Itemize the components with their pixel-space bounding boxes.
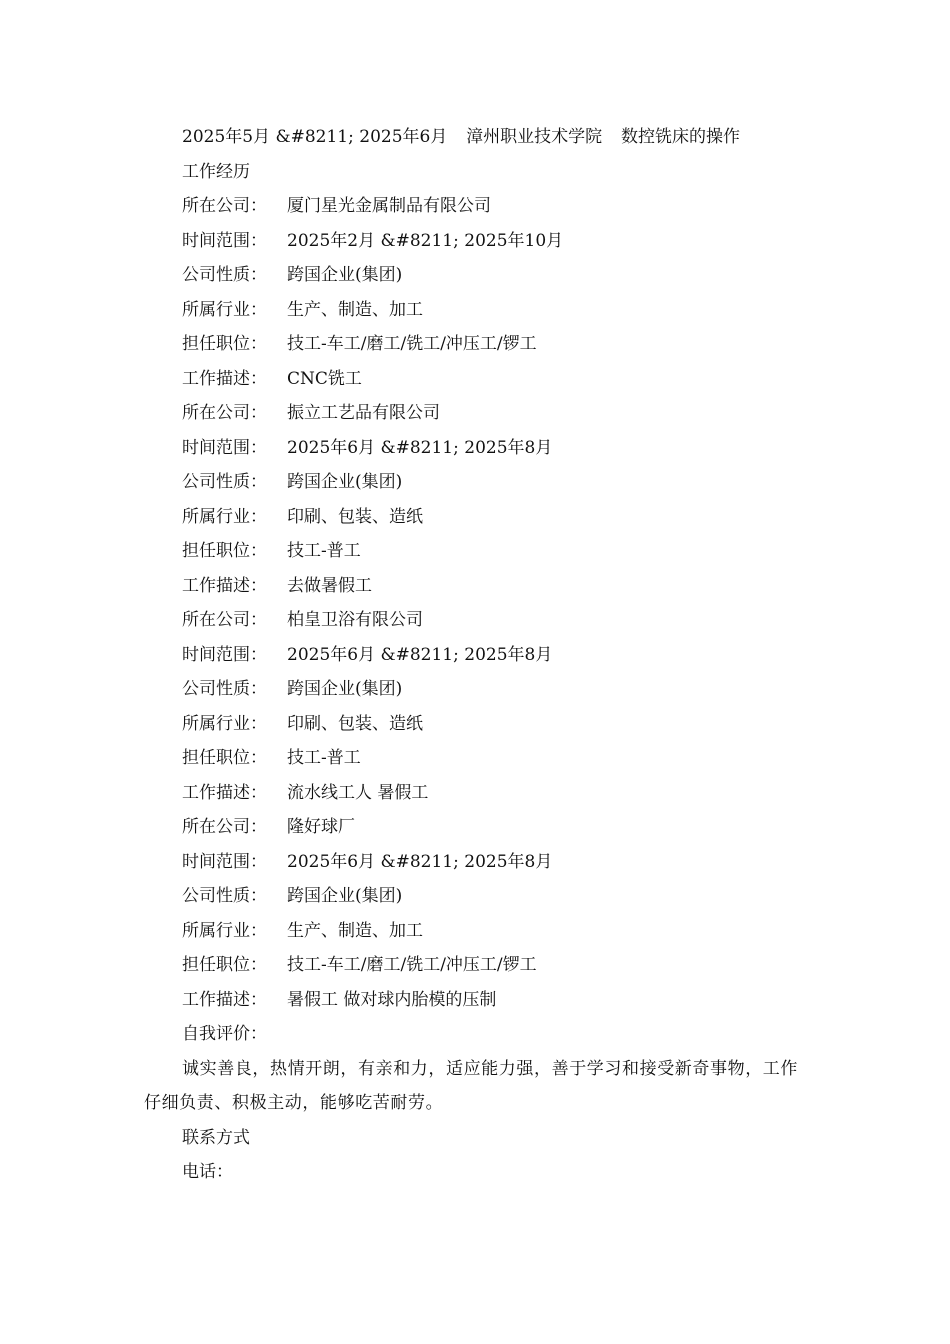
job-position-row [144,327,814,362]
job-position-row [144,948,814,983]
job-nature-value: 跨国企业(集团) [287,886,403,906]
job-description-label: 工作描述： [182,368,267,389]
job-description-row [144,569,814,604]
job-nature-label: 公司性质： [182,265,267,285]
job-nature-value: 跨国企业(集团) [287,679,403,699]
job-company-value: 隆好球厂 [287,817,355,837]
job-company-row [144,396,814,431]
job-company-label: 所在公司： [182,610,267,630]
work-history-heading: 工作经历 [182,161,250,182]
job-industry-label: 所属行业： [182,299,267,320]
job-nature-value: 跨国企业(集团) [287,265,403,285]
job-company-value: 厦门星光金属制品有限公司 [287,196,491,216]
job-period-label: 时间范围： [182,644,267,665]
job-description-value: CNC铣工 [287,368,362,389]
job-position-label: 担任职位： [182,334,267,354]
job-period-label: 时间范围： [182,437,267,458]
job-company-row [144,603,814,638]
contact-heading: 联系方式 [182,1127,250,1148]
job-nature-label: 公司性质： [182,886,267,906]
job-position-label: 担任职位： [182,955,267,975]
job-industry-value: 生产、制造、加工 [287,299,423,320]
job-position-value: 技工-车工/磨工/铣工/冲压工/锣工 [287,955,537,975]
job-description-row [144,362,814,397]
job-period-row [144,638,814,673]
job-period-label: 时间范围： [182,851,267,872]
job-period-row [144,431,814,466]
job-description-value: 去做暑假工 [287,575,372,596]
job-industry-label: 所属行业： [182,920,267,941]
job-description-label: 工作描述： [182,989,267,1010]
job-nature-row [144,879,814,914]
job-nature-value: 跨国企业(集团) [287,472,403,492]
job-company-label: 所在公司： [182,196,267,216]
job-nature-label: 公司性质： [182,472,267,492]
job-position-row [144,534,814,569]
job-description-label: 工作描述： [182,782,267,803]
job-company-row [144,810,814,845]
job-industry-row [144,500,814,535]
job-company-label: 所在公司： [182,403,267,423]
job-description-row [144,776,814,811]
job-industry-row [144,914,814,949]
job-entry [144,189,814,396]
self-evaluation-text: 诚实善良，热情开朗，有亲和力，适应能力强，善于学习和接受新奇事物，工作仔细负责、积极主动，能够吃苦耐劳。 [144,1058,798,1113]
education-line [144,120,814,155]
phone-label: 电话： [182,1162,233,1182]
education-period: 2025年5月 &#8211; 2025年6月 [182,127,448,147]
education-major: 数控铣床的操作 [620,127,740,147]
job-period-row [144,845,814,880]
job-description-value: 流水线工人 暑假工 [287,782,429,803]
job-description-row [144,983,814,1018]
job-description-label: 工作描述： [182,575,267,596]
job-industry-row [144,707,814,742]
job-period-row [144,224,814,259]
job-company-value: 振立工艺品有限公司 [287,403,440,423]
job-industry-label: 所属行业： [182,713,267,734]
job-period-value: 2025年2月 &#8211; 2025年10月 [287,230,564,251]
job-industry-row [144,293,814,328]
job-entry [144,396,814,603]
job-position-value: 技工-普工 [287,748,361,768]
job-list [144,189,814,1017]
job-industry-label: 所属行业： [182,506,267,527]
job-entry [144,810,814,1017]
job-description-value: 暑假工 做对球内胎模的压制 [287,989,497,1010]
job-company-value: 柏皇卫浴有限公司 [287,610,423,630]
job-period-label: 时间范围： [182,230,267,251]
job-industry-value: 生产、制造、加工 [287,920,423,941]
job-period-value: 2025年6月 &#8211; 2025年8月 [287,437,553,458]
job-nature-row [144,672,814,707]
job-position-value: 技工-车工/磨工/铣工/冲压工/锣工 [287,334,537,354]
job-nature-row [144,258,814,293]
self-evaluation-heading: 自我评价： [182,1024,267,1044]
job-nature-label: 公司性质： [182,679,267,699]
job-company-row [144,189,814,224]
job-period-value: 2025年6月 &#8211; 2025年8月 [287,644,553,665]
job-position-label: 担任职位： [182,541,267,561]
job-position-label: 担任职位： [182,748,267,768]
job-nature-row [144,465,814,500]
job-industry-value: 印刷、包装、造纸 [287,506,423,527]
job-position-row [144,741,814,776]
job-period-value: 2025年6月 &#8211; 2025年8月 [287,851,553,872]
resume-content [144,120,814,1190]
job-entry [144,603,814,810]
job-company-label: 所在公司： [182,817,267,837]
job-position-value: 技工-普工 [287,541,361,561]
job-industry-value: 印刷、包装、造纸 [287,713,423,734]
education-school: 漳州职业技术学院 [466,127,603,147]
